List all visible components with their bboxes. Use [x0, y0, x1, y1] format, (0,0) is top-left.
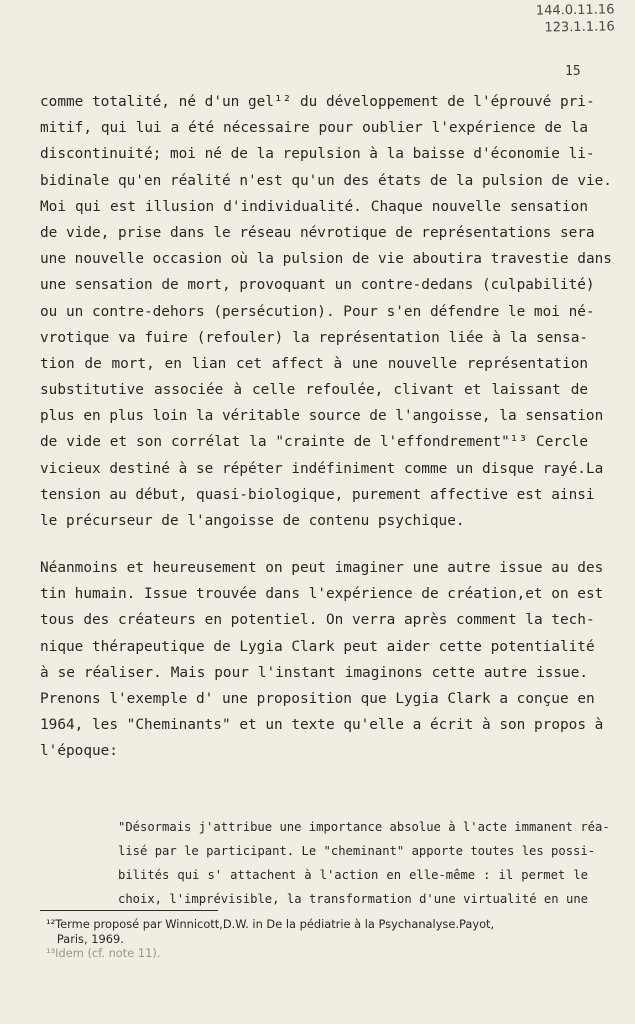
footnotes [46, 917, 591, 961]
text-line: substitutive associée à celle refoulée, clivant et laissant de [40, 382, 589, 399]
text-line: comme totalité, né d'un gel¹² du développement de l'éprouvé pri- [40, 94, 595, 110]
footnote-12: ¹²Terme proposé par Winnicott,D.W. in De la pédiatrie à la Psychanalyse.Payot, [46, 917, 495, 931]
text-line: vicieux destiné à se répéter indéfiniment comme un disque rayé.La [40, 460, 604, 477]
footnote-separator [40, 910, 218, 911]
text-line: "Désormais j'attribue une importance absolue à l'acte immanent réa- [118, 820, 610, 834]
body-paragraph-2 [40, 555, 604, 765]
footnote-12-continued: Paris, 1969. [46, 931, 124, 946]
text-line: 1964, les "Cheminants" et un texte qu'elle a écrit à son propos à [40, 717, 604, 734]
text-line: mitif, qui lui a été nécessaire pour oublier l'expérience de la [40, 120, 588, 137]
text-line: Prenons l'exemple d' une proposition que Lygia Clark a conçue en [40, 690, 595, 707]
text-line: plus en plus loin la véritable source de l'angoisse, la sensation [40, 408, 604, 425]
text-line: de vide, prise dans le réseau névrotique de représentations sera [40, 224, 595, 241]
page-number: 15 [565, 64, 581, 79]
text-line: vrotique va fuire (refouler) la représentation liée à la sensa- [40, 329, 589, 346]
text-line: le précurseur de l'angoisse de contenu psychique. [40, 513, 465, 529]
text-line: une nouvelle occasion où la pulsion de vie aboutira travestie dans [40, 251, 612, 268]
text-line: tension au début, quasi-biologique, purement affective est ainsi [40, 486, 595, 503]
text-line: ou un contre-dehors (persécution). Pour s'en défendre le moi né- [40, 303, 595, 320]
text-line: nique thérapeutique de Lygia Clark peut aider cette potentialité [40, 638, 595, 655]
footnote-13: ¹³Idem (cf. note 11). [46, 946, 161, 960]
text-line: tion de mort, en lian cet affect à une nouvelle représentation [40, 355, 589, 372]
text-line: une sensation de mort, provoquant un contre-dedans (culpabilité) [40, 277, 595, 294]
text-line: choix, l'imprévisible, la transformation d'une virtualité en une [118, 892, 589, 906]
text-line: Moi qui est illusion d'individualité. Chaque nouvelle sensation [40, 198, 588, 215]
text-line: tous des créateurs en potentiel. On verra après comment la tech- [40, 612, 595, 629]
text-line: tin humain. Issue trouvée dans l'expérience de création,et on est [40, 586, 604, 603]
text-line: bilités qui s' attachent à l'action en elle-même : il permet le [118, 868, 588, 882]
text-line: à se réaliser. Mais pour l'instant imaginons cette autre issue. [40, 664, 589, 681]
archive-reference-code [536, 1, 615, 36]
text-line: bidinale qu'en réalité n'est qu'un des états de la pulsion de vie. [40, 172, 612, 189]
text-line: de vide et son corrélat la "crainte de l'effondrement"¹³ Cercle [40, 434, 589, 451]
text-line: Néanmoins et heureusement on peut imaginer une autre issue au des [40, 560, 604, 576]
text-line: l'époque: [40, 743, 118, 760]
archive-code-line: 144.0.11.16 [536, 2, 615, 19]
text-line: lisé par le participant. Le "cheminant" apporte toutes les possi- [118, 844, 596, 858]
text-line: discontinuité; moi né de la repulsion à la baisse d'économie li- [40, 146, 595, 163]
block-quote [118, 815, 610, 911]
archive-code-line: 123.1.1.16 [544, 19, 616, 36]
body-paragraph-1 [40, 89, 612, 534]
